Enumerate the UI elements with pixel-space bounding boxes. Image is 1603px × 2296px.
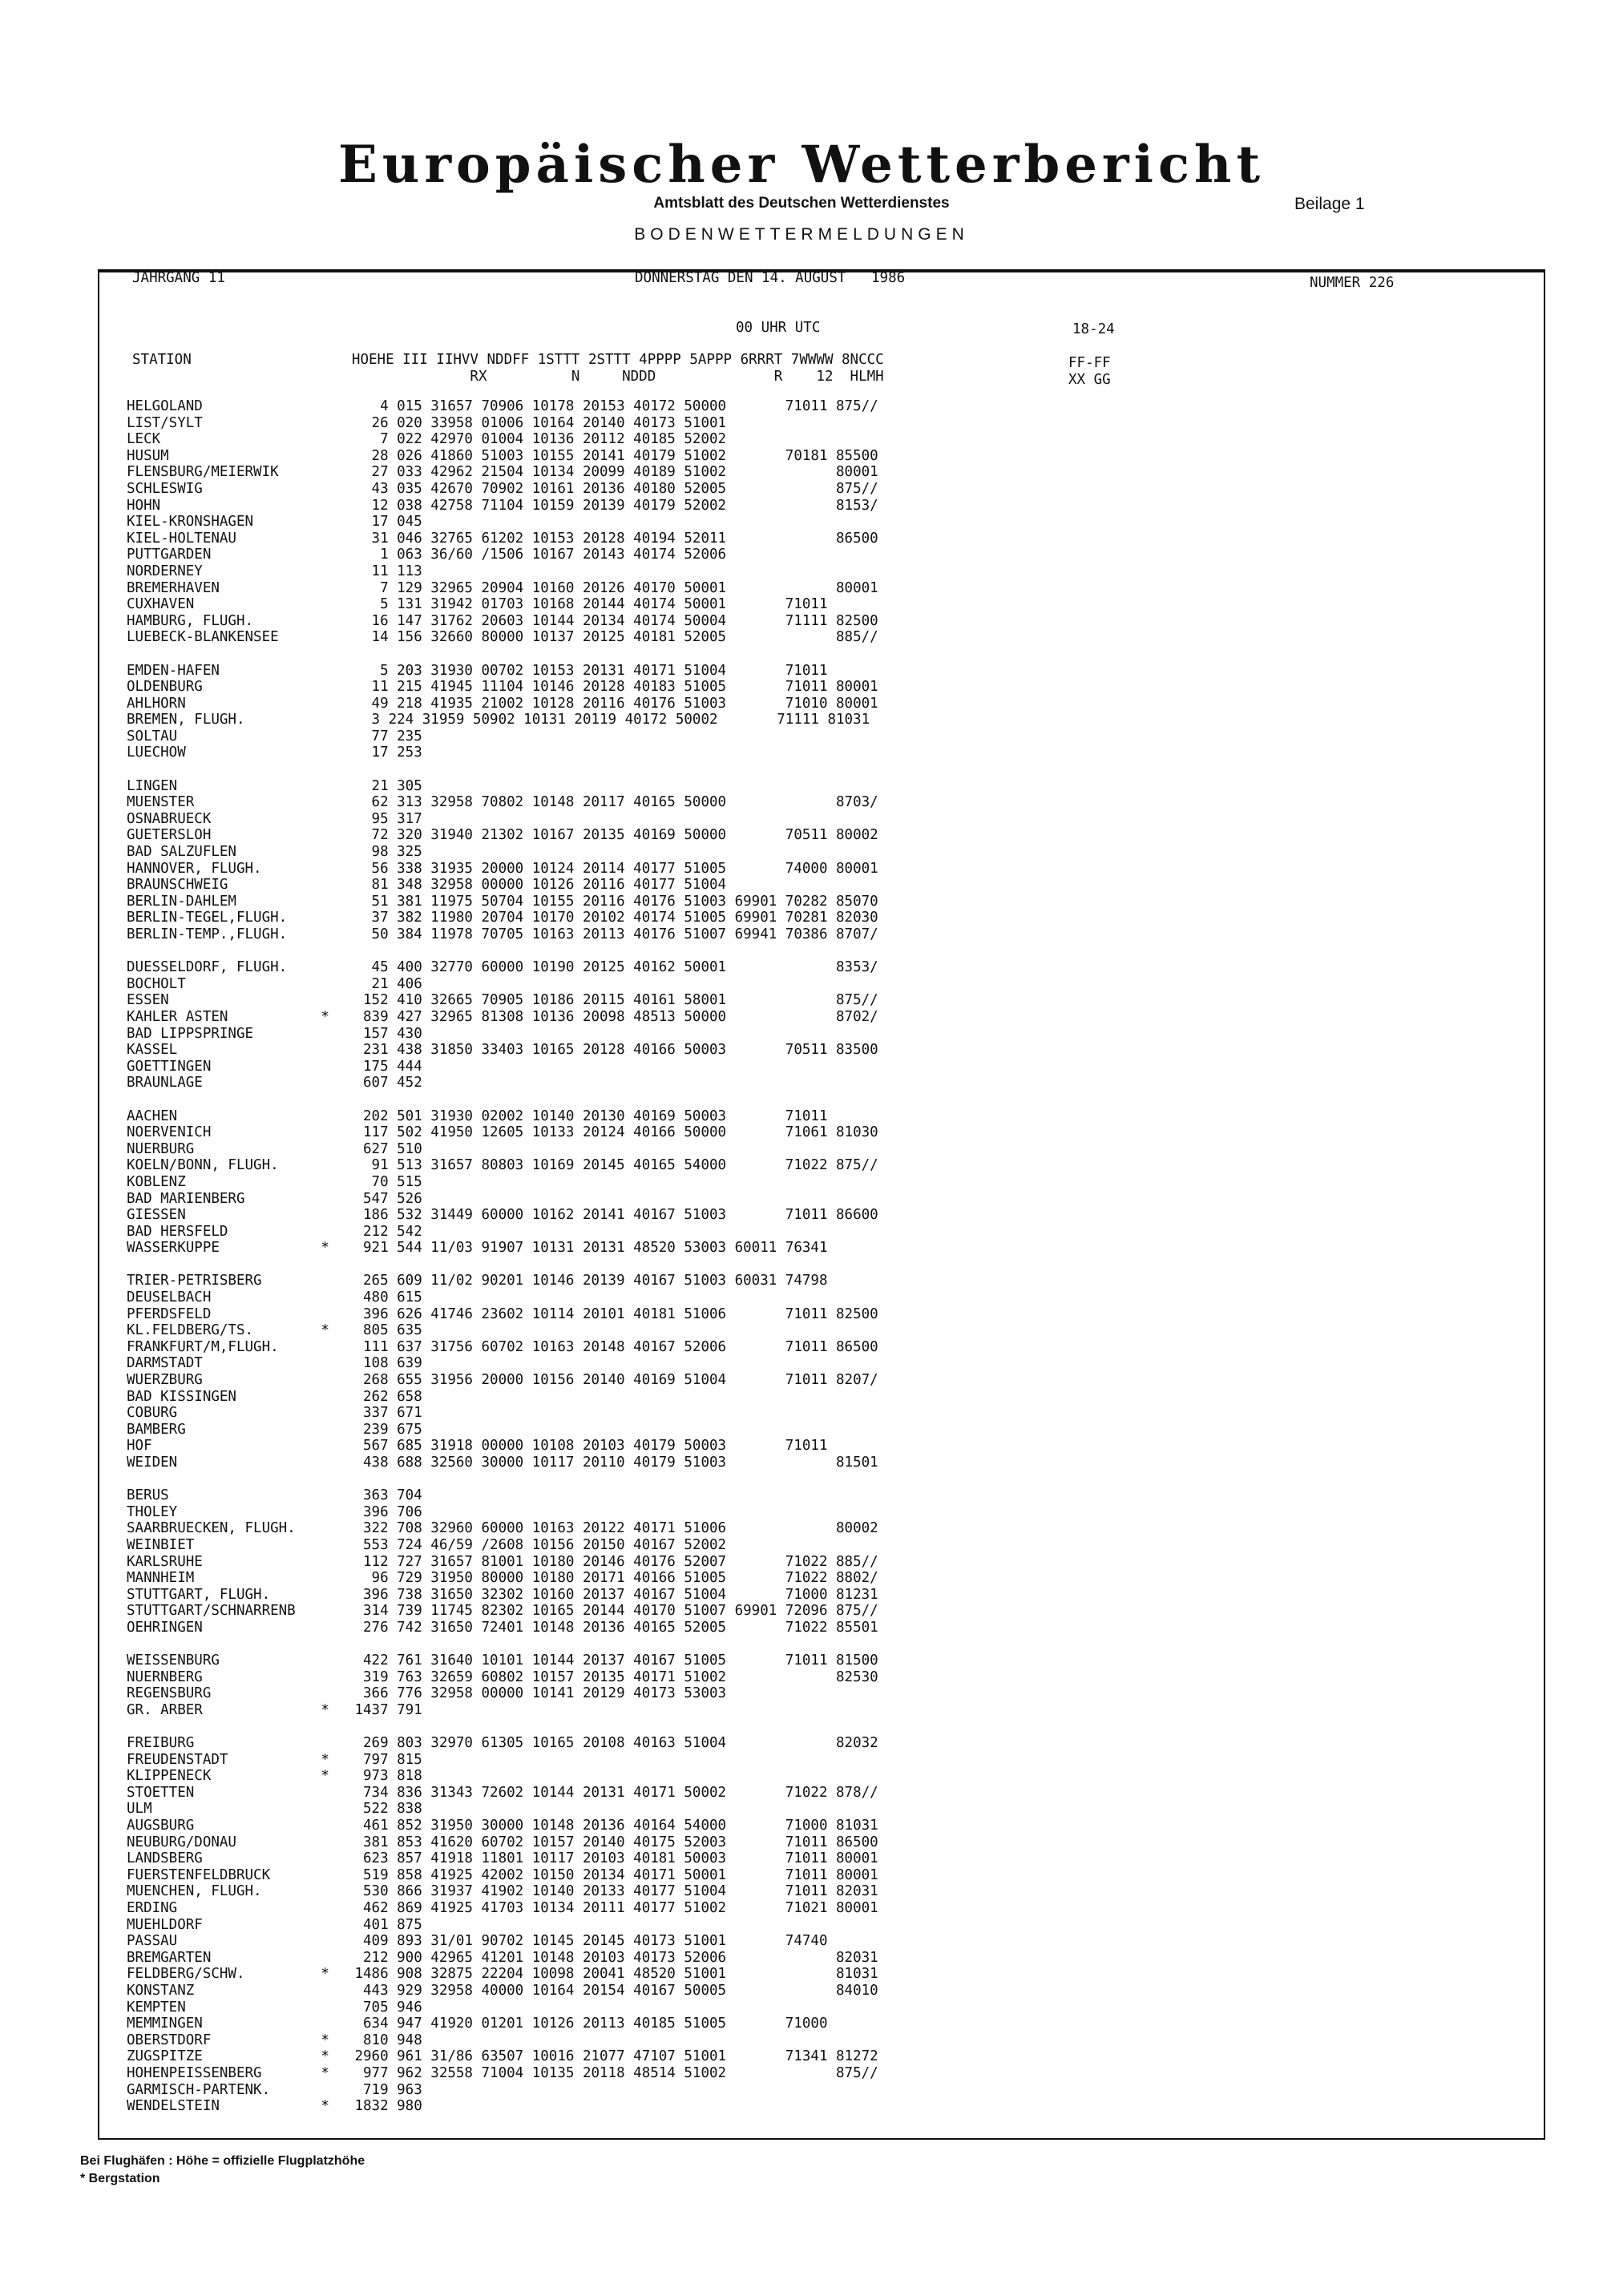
table-row: WASSERKUPPE * 921 544 11/03 91907 10131 20131 48520 53003 60011 76341 [127,1240,828,1257]
table-row: HUSUM 28 026 41860 51003 10155 20141 40179 51002 70181 85500 [127,447,878,464]
column-header-line1: STATION HOEHE III IIHVV NDDFF 1STTT 2STTT 4PPPP 5APPP 6RRRT 7WWWW 8NCCC [132,352,884,368]
table-row: BERUS 363 704 [127,1487,422,1504]
station-group-1 [127,398,878,646]
station-group-5 [127,1108,878,1257]
station-group-7 [127,1487,878,1636]
table-row: BAD HERSFELD 212 542 [127,1223,422,1240]
table-row: KOELN/BONN, FLUGH. 91 513 31657 80803 10169 20145 40165 54000 71022 875// [127,1157,878,1174]
table-row: OBERSTDORF * 810 948 [127,2032,422,2048]
table-row: GUETERSLOH 72 320 31940 21302 10167 20135 40169 50000 70511 80002 [127,827,878,844]
table-row: WEISSENBURG 422 761 31640 10101 10144 20137 40167 51005 71011 81500 [127,1652,878,1669]
table-row: BREMEN, FLUGH. 3 224 31959 50902 10131 20119 40172 50002 71111 81031 [127,712,870,728]
table-row: NOERVENICH 117 502 41950 12605 10133 20124 40166 50000 71061 81030 [127,1124,878,1141]
table-row: ESSEN 152 410 32665 70905 10186 20115 40161 58001 875// [127,992,878,1009]
table-row: KAHLER ASTEN * 839 427 32965 81308 10136 20098 48513 50000 8702/ [127,1008,878,1025]
table-row: SAARBRUECKEN, FLUGH. 322 708 32960 60000 10163 20122 40171 51006 80002 [127,1520,878,1537]
table-row: BERLIN-TEMP.,FLUGH. 50 384 11978 70705 10163 20113 40176 51007 69941 70386 8707/ [127,926,878,942]
group-spacer [127,1471,878,1488]
table-row: KIEL-KRONSHAGEN 17 045 [127,514,422,531]
table-row: FELDBERG/SCHW. * 1486 908 32875 22204 10098 20041 48520 51001 81031 [127,1966,878,1983]
table-row: KEMPTEN 705 946 [127,1999,422,2016]
table-row: DUESSELDORF, FLUGH. 45 400 32770 60000 10190 20125 40162 50001 8353/ [127,959,878,976]
report-date: DONNERSTAG DEN 14. AUGUST 1986 [635,270,906,286]
station-group-2 [127,663,878,762]
column-header-line2: RX N NDDD R 12 HLMH [132,369,884,385]
table-row: SOLTAU 77 235 [127,728,422,744]
table-row: BRAUNSCHWEIG 81 348 32958 00000 10126 20116 40177 51004 [127,877,727,894]
station-group-6 [127,1273,878,1471]
table-row: WEINBIET 553 724 46/59 /2608 10156 20150 40167 52002 [127,1536,727,1553]
table-row: ZUGSPITZE * 2960 961 31/86 63507 10016 21077 47107 51001 71341 81272 [127,2048,878,2065]
table-row: MUENCHEN, FLUGH. 530 866 31937 41902 10140 20133 40177 51004 71011 82031 [127,1883,878,1900]
group-spacer [127,1719,878,1736]
group-spacer [127,943,878,960]
table-row: BAD SALZUFLEN 98 325 [127,844,422,861]
table-row: BOCHOLT 21 406 [127,975,422,992]
station-table [127,398,878,2115]
table-row: MUENSTER 62 313 32958 70802 10148 20117 40165 50000 8703/ [127,794,878,811]
table-row: STUTTGART, FLUGH. 396 738 31650 32302 10160 20137 40167 51004 71000 81231 [127,1586,878,1603]
table-row: HOF 567 685 31918 00000 10108 20103 40179 50003 71011 [127,1438,828,1455]
table-row: GOETTINGEN 175 444 [127,1058,422,1075]
table-row: KOBLENZ 70 515 [127,1173,422,1190]
table-row: GARMISCH-PARTENK. 719 963 [127,2081,422,2098]
table-row: HOHN 12 038 42758 71104 10159 20139 40179 52002 8153/ [127,497,878,514]
group-spacer [127,1636,878,1653]
table-row: NORDERNEY 11 113 [127,563,422,579]
table-row: HOHENPEISSENBERG * 977 962 32558 71004 10135 20118 48514 51002 875// [127,2064,878,2081]
table-row: BAD KISSINGEN 262 658 [127,1388,422,1405]
table-row: FREUDENSTADT * 797 815 [127,1751,422,1768]
table-row: REGENSBURG 366 776 32958 00000 10141 20129 40173 53003 [127,1685,727,1702]
table-row: OLDENBURG 11 215 41945 11104 10146 20128 40183 51005 71011 80001 [127,679,878,696]
table-row: LANDSBERG 623 857 41918 11801 10117 20103 40181 50003 71011 80001 [127,1850,878,1867]
table-row: OSNABRUECK 95 317 [127,810,422,827]
table-row: HELGOLAND 4 015 31657 70906 10178 20153 40172 50000 71011 875// [127,398,878,414]
table-row: FREIBURG 269 803 32970 61305 10165 20108 40163 51004 82032 [127,1735,878,1752]
table-row: KASSEL 231 438 31850 33403 10165 20128 40166 50003 70511 83500 [127,1042,878,1059]
right-column-header-line2: XX GG [1068,372,1111,388]
table-row: HAMBURG, FLUGH. 16 147 31762 20603 10144 20134 40174 50004 71111 82500 [127,612,878,629]
table-row: GIESSEN 186 532 31449 60000 10162 20141 40167 51003 71011 86600 [127,1207,878,1224]
table-row: KIEL-HOLTENAU 31 046 32765 61202 10153 20128 40194 52011 86500 [127,530,878,547]
table-row: BAMBERG 239 675 [127,1421,422,1438]
table-row: STOETTEN 734 836 31343 72602 10144 20131 40171 50002 71022 878// [127,1784,878,1801]
station-group-9 [127,1735,878,2115]
group-spacer [127,1092,878,1108]
table-row: STUTTGART/SCHNARRENB 314 739 11745 82302 10165 20144 40170 51007 69901 72096 875// [127,1603,878,1620]
document-title: Europäischer Wetterbericht [338,135,1265,195]
table-row: AACHEN 202 501 31930 02002 10140 20130 40169 50003 71011 [127,1108,828,1124]
supplement-label: Beilage 1 [1294,195,1365,213]
table-row: WEIDEN 438 688 32560 30000 10117 20110 40179 51003 81501 [127,1455,878,1471]
table-row: HANNOVER, FLUGH. 56 338 31935 20000 10124 20114 40177 51005 74000 80001 [127,860,878,877]
group-spacer [127,761,878,778]
document-subtitle: Amtsblatt des Deutschen Wetterdienstes [653,195,950,212]
table-row: BREMERHAVEN 7 129 32965 20904 10160 20126 40170 50001 80001 [127,579,878,596]
table-row: KL.FELDBERG/TS. * 805 635 [127,1322,422,1339]
table-row: BAD MARIENBERG 547 526 [127,1190,422,1207]
table-row: SCHLESWIG 43 035 42670 70902 10161 20136 40180 52005 875// [127,480,878,497]
table-row: BERLIN-DAHLEM 51 381 11975 50704 10155 20116 40176 51003 69901 70282 85070 [127,893,878,910]
volume-label: JAHRGANG 11 [132,270,225,286]
table-row: PUTTGARDEN 1 063 36/60 /1506 10167 20143 40174 52006 [127,547,727,563]
table-row: LUECHOW 17 253 [127,744,422,761]
group-spacer [127,646,878,663]
section-title: BODENWETTERMELDUNGEN [634,225,969,244]
table-row: THOLEY 396 706 [127,1503,422,1520]
station-group-3 [127,778,878,943]
table-row: KARLSRUHE 112 727 31657 81001 10180 20146 40176 52007 71022 885// [127,1553,878,1570]
footnote-mountain-station: * Bergstation [80,2172,160,2185]
observation-time: 00 UHR UTC [736,320,821,336]
table-row: LIST/SYLT 26 020 33958 01006 10164 20140 40173 51001 [127,414,727,431]
table-row: WENDELSTEIN * 1832 980 [127,2098,422,2115]
station-group-4 [127,959,878,1092]
table-row: AHLHORN 49 218 41935 21002 10128 20116 40176 51003 71010 80001 [127,695,878,712]
table-row: EMDEN-HAFEN 5 203 31930 00702 10153 20131 40171 51004 71011 [127,662,828,679]
table-row: OEHRINGEN 276 742 31650 72401 10148 20136 40165 52005 71022 85501 [127,1619,878,1636]
table-row: TRIER-PETRISBERG 265 609 11/02 90201 10146 20139 40167 51003 60031 74798 [127,1273,828,1289]
period-range: 18-24 [1072,321,1115,337]
table-row: ERDING 462 869 41925 41703 10134 20111 40177 51002 71021 80001 [127,1900,878,1917]
table-row: BAD LIPPSPRINGE 157 430 [127,1025,422,1042]
table-row: BRAUNLAGE 607 452 [127,1075,422,1092]
table-row: GR. ARBER * 1437 791 [127,1701,422,1718]
table-row: WUERZBURG 268 655 31956 20000 10156 20140 40169 51004 71011 8207/ [127,1372,878,1389]
table-row: NUERBURG 627 510 [127,1140,422,1157]
right-column-header-line1: FF-FF [1068,355,1111,371]
table-row: FUERSTENFELDBRUCK 519 858 41925 42002 10150 20134 40171 50001 71011 80001 [127,1866,878,1883]
table-row: MEMMINGEN 634 947 41920 01201 10126 20113 40185 51005 71000 [127,2016,828,2032]
table-row: CUXHAVEN 5 131 31942 01703 10168 20144 40174 50001 71011 [127,596,828,613]
table-row: KLIPPENECK * 973 818 [127,1768,422,1785]
table-row: MANNHEIM 96 729 31950 80000 10180 20171 40166 51005 71022 8802/ [127,1570,878,1587]
table-row: DEUSELBACH 480 615 [127,1289,422,1306]
table-row: NUERNBERG 319 763 32659 60802 10157 20135 40171 51002 82530 [127,1669,878,1685]
table-row: ULM 522 838 [127,1801,422,1818]
footnote-airports: Bei Flughäfen : Höhe = offizielle Flugplatzhöhe [80,2154,365,2168]
table-row: PFERDSFELD 396 626 41746 23602 10114 20101 40181 51006 71011 82500 [127,1305,878,1322]
table-row: LECK 7 022 42970 01004 10136 20112 40185 52002 [127,431,727,448]
table-row: AUGSBURG 461 852 31950 30000 10148 20136 40164 54000 71000 81031 [127,1818,878,1834]
table-row: LINGEN 21 305 [127,777,422,794]
table-row: BREMGARTEN 212 900 42965 41201 10148 20103 40173 52006 82031 [127,1949,878,1966]
table-row: NEUBURG/DONAU 381 853 41620 60702 10157 20140 40175 52003 71011 86500 [127,1834,878,1850]
table-row: DARMSTADT 108 639 [127,1355,422,1372]
group-spacer [127,1257,878,1273]
table-row: FLENSBURG/MEIERWIK 27 033 42962 21504 10134 20099 40189 51002 80001 [127,464,878,481]
table-row: KONSTANZ 443 929 32958 40000 10164 20154 40167 50005 84010 [127,1983,878,1999]
issue-number: NUMMER 226 [1310,275,1395,291]
table-row: LUEBECK-BLANKENSEE 14 156 32660 80000 10137 20125 40181 52005 885// [127,629,878,646]
table-row: PASSAU 409 893 31/01 90702 10145 20145 40173 51001 74740 [127,1933,828,1950]
station-group-8 [127,1652,878,1718]
table-row: COBURG 337 671 [127,1405,422,1422]
table-row: FRANKFURT/M,FLUGH. 111 637 31756 60702 10163 20148 40167 52006 71011 86500 [127,1338,878,1355]
table-row: BERLIN-TEGEL,FLUGH. 37 382 11980 20704 10170 20102 40174 51005 69901 70281 82030 [127,910,878,926]
table-row: MUEHLDORF 401 875 [127,1916,422,1933]
